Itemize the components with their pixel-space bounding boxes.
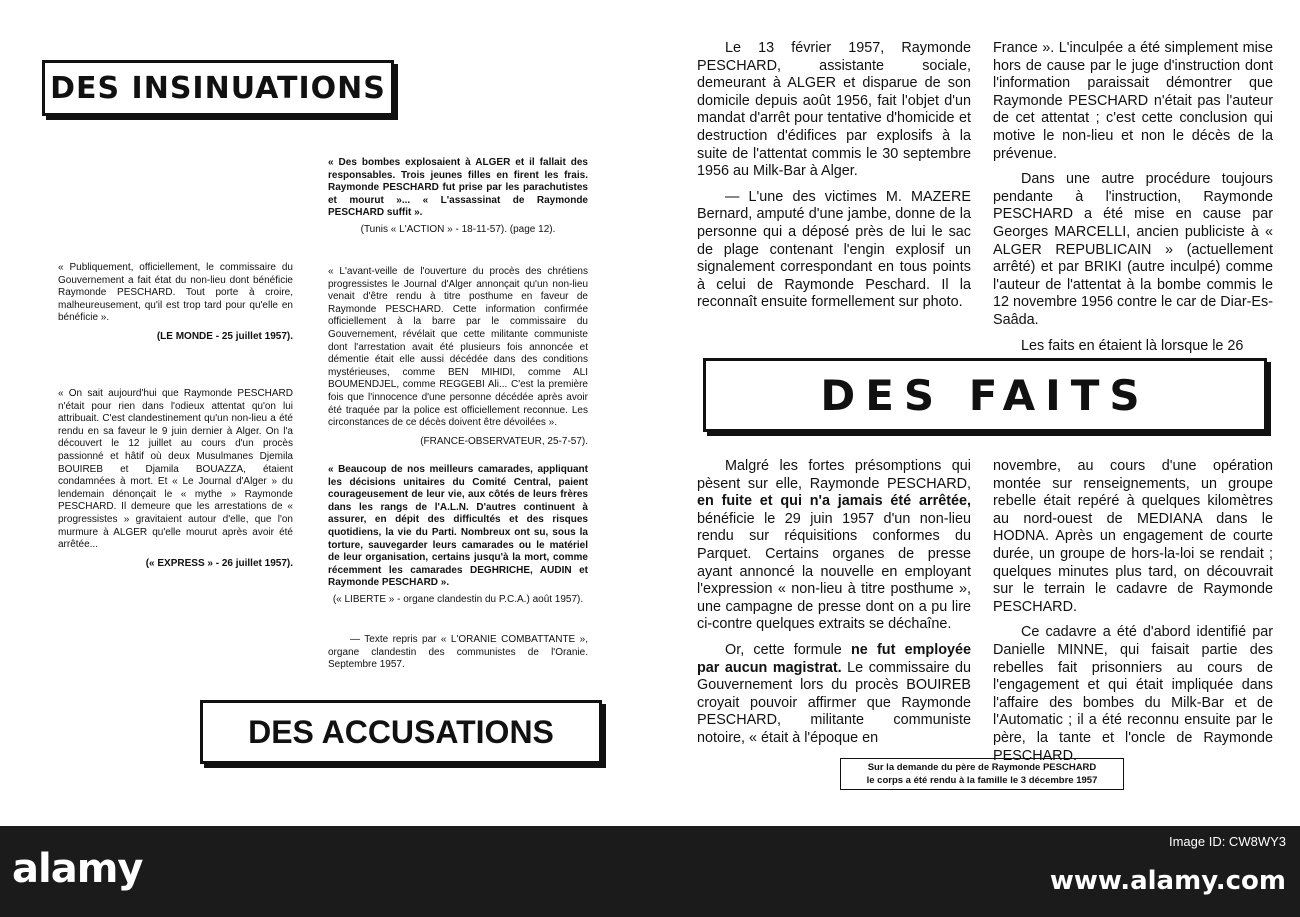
quote-liberte: « Beaucoup de nos meilleurs camarades, appliquant les décisions unitaires du Comité Central, paient courageusement de leur vie, aux côtés de leurs frères dans les rangs de l'A.L.N. D'autres continuent à assurer, en dépit des difficultés et des risques quotidiens, la vie du Parti. Nombreux ont su, sous la torture, sauvegarder leurs camarades ou le matériel de leur organisation, certains jusqu'à la mort, comme récemment les camarades DEGHRICHE, AUDIN et Raymonde PESCHARD ». (« LIBERTE » - organe clandestin du P.C.A.) août 1957).	[328, 464, 588, 605]
watermark-footer	[0, 826, 1300, 917]
site-url: www.alamy.com	[1049, 866, 1286, 896]
paragraph: Malgré les fortes présomptions qui pèsent sur elle, Raymonde PESCHARD, en fuite et qui n'a jamais été arrêtée, bénéficie le 29 juin 1957 d'un non-lieu rendu sur réquisitions conformes du Parquet. Certains organes de presse ayant annoncé la nouvelle en employant l'expression « non-lieu à titre posthume », une campagne de presse dont on a pu lire ci-contre quelques extraits se déchaîne.	[697, 458, 971, 633]
paragraph: Or, cette formule ne fut employée par aucun magistrat. Le commissaire du Gouvernement lors du procès BOUIREB croyait pouvoir affirmer que Raymonde PESCHARD, militante communiste notoire, « était à l'époque en	[697, 641, 972, 746]
quote-france-observateur-source: (FRANCE-OBSERVATEUR, 25-7-57).	[420, 435, 588, 447]
quote-action-source: (Tunis « L'ACTION » - 18-11-57). (page 12).	[360, 223, 556, 235]
quote-express-source: (« EXPRESS » - 26 juillet 1957).	[145, 557, 293, 569]
column-bottom-left	[697, 458, 971, 756]
paragraph: Le 13 février 1957, Raymonde PESCHARD, assistante sociale, demeurant à ALGER et disparue de son domicile depuis août 1956, fait l'objet d'un mandat d'arrêt pour tentative d'homicide et destruction d'édifices par explosifs à la suite de l'attentat commis le 30 septembre 1956 au Milk-Bar à Alger.	[697, 40, 971, 180]
quote-liberte-source: (« LIBERTE » - organe clandestin du P.C.A.) août 1957).	[332, 593, 584, 605]
quote-le-monde: « Publiquement, officiellement, le commissaire du Gouvernement a fait état du non-lieu dont bénéficie Raymonde PESCHARD. Tout porte à croire, malheureusement, qu'il est trop tard pour qu'elle en bénéficie ». (LE MONDE - 25 juillet 1957).	[58, 262, 293, 342]
paragraph: Dans une autre procédure toujours pendante à l'instruction, Raymonde PESCHARD a été mise en cause par Georges MARCELLI, ancien publiciste à « ALGER REPUBLICAIN » (actuellement arrêté) et par BRIKI (autre inculpé) comme l'auteur de l'attentat à la bombe commis le 12 novembre 1956 contre le car de Diar-Es-Saâda.	[993, 171, 1273, 328]
quote-oranie-combattante: — Texte repris par « L'ORANIE COMBATTANTE », organe clandestin des communistes de l'Oranie. Septembre 1957.	[328, 634, 588, 671]
caption-box: Sur la demande du père de Raymonde PESCHARD le corps a été rendu à la famille le 3 décembre 1957	[840, 758, 1124, 790]
column-top-right	[993, 40, 1273, 363]
image-id: Image ID: CW8WY3	[1168, 834, 1286, 849]
paragraph: France ». L'inculpée a été simplement mise hors de cause par le juge d'instruction dont l'information paraissait démontrer que Raymonde PESCHARD n'était pas l'auteur de cet attentat ; c'est cette conclusion qui motive le non-lieu et non le décès de la prévenue.	[993, 40, 1273, 162]
alamy-logo: alamy	[12, 846, 143, 892]
paragraph: novembre, au cours d'une opération montée sur renseignements, un groupe rebelle était repéré à quelques kilomètres au nord-ouest de MEDIANA dans le HODNA. Après un engagement de courte durée, un groupe de hors-la-loi se rendait ; quelques minutes plus tard, on découvrait sur le terrain le cadavre de Raymonde PESCHARD.	[993, 458, 1273, 615]
column-top-left	[697, 40, 971, 320]
headline-insinuations: DES INSINUATIONS	[42, 60, 394, 116]
quote-france-observateur: « L'avant-veille de l'ouverture du procès des chrétiens progressistes le Journal d'Alger annonçait qu'un non-lieu venait d'être rendu à titre posthume en faveur de Raymonde PESCHARD. Cette information confirmée officiellement à la barre par le commissaire du Gouvernement, révélait que cette militante communiste dont l'arrestation avait été plusieurs fois annoncée et démentie était elle aussi décédée dans des conditions mystérieuses, comme BEN MIHIDI, comme ALI BOUMENDJEL, comme REGGEBI Ali... C'est la première fois que l'innocence d'une personne décédée après avoir été traquée par la police est officiellement reconnue. Les circonstances de ce décès doivent être dévoilées ». (FRANCE-OBSERVATEUR, 25-7-57).	[328, 266, 588, 447]
paragraph: Ce cadavre a été d'abord identifié par Danielle MINNE, qui faisait partie des rebelles fait prisonniers au cours de l'engagement et qui était impliquée dans l'affaire des bombes du Milk-Bar et de l'Automatic ; il a été reconnu ensuite par le père, la tante et l'oncle de Raymonde PESCHARD.	[993, 624, 1273, 764]
quote-le-monde-source: (LE MONDE - 25 juillet 1957).	[156, 330, 293, 342]
paragraph: Les faits en étaient là lorsque le 26	[1021, 337, 1244, 354]
column-bottom-right	[993, 458, 1273, 773]
headline-accusations: DES ACCUSATIONS	[200, 700, 602, 764]
quote-action: « Des bombes explosaient à ALGER et il fallait des responsables. Trois jeunes filles en firent les frais. Raymonde PESCHARD fut prise par les parachutistes et mourut »... « L'assassinat de Raymonde PESCHARD suffit ». (Tunis « L'ACTION » - 18-11-57). (page 12).	[328, 157, 588, 235]
quote-express: « On sait aujourd'hui que Raymonde PESCHARD n'était pour rien dans l'odieux attentat qu'on lui attribuait. C'est clandestinement qu'un non-lieu a été rendu en sa faveur le 9 juin dernier à Alger. On l'a découvert le 12 juillet au cours d'un procès passionné et hâtif où deux Musulmanes Djemila BOUIREB et Djamila BOUAZZA, étaient condamnées à mort. Et « Le Journal d'Alger » du lendemain dénonçait le « mythe » Raymonde PESCHARD. Il demeure que les arrestations de « progressistes » gravitaient autour d'elle, que l'on murmure à ALGER qu'elle mourut après avoir été arrêtée... (« EXPRESS » - 26 juillet 1957).	[58, 388, 293, 569]
headline-faits: DES FAITS	[703, 358, 1267, 432]
paragraph: — L'une des victimes M. MAZERE Bernard, amputé d'une jambe, donne de la personne qui a déposé près de lui le sac de plage contenant l'engin explosif un signalement correspondant en tous points à celui de Raymonde Peschard. Il la reconnaît ensuite formellement sur photo.	[697, 188, 971, 311]
